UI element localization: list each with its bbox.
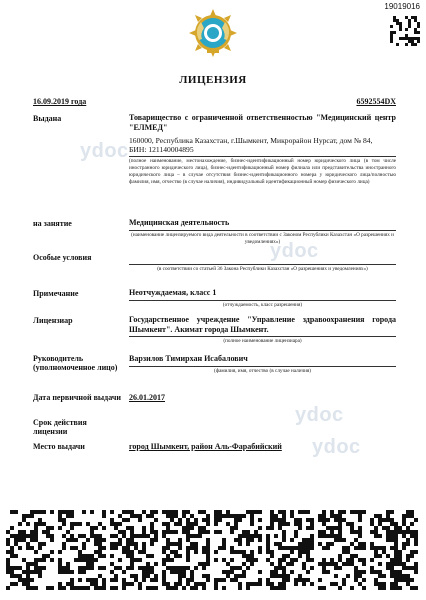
validity-label-license: лицензии xyxy=(33,427,68,436)
qr-code-icon xyxy=(214,510,262,590)
remark-label: Примечание xyxy=(33,289,79,298)
document-number: 19019016 xyxy=(384,2,420,11)
page-title: ЛИЦЕНЗИЯ xyxy=(179,74,247,86)
place-value: город Шымкент, район Аль-Фарабийский xyxy=(129,442,282,451)
special-conditions-note: (в соответствии со статьей 36 Закона Республики Казахстан «О разрешениях и уведомлениях») xyxy=(129,264,396,273)
issued-to-address: 160000, Республика Казахстан, г.Шымкент, Микрорайон Нурсат, дом № 84, xyxy=(129,136,373,145)
licensor-label: Лицензиар xyxy=(33,316,73,325)
issued-to-name: Товарищество с ограниченной ответственностью "Медицинский центр "ЕЛМЕД" xyxy=(129,113,396,132)
licensor-note: (полное наименование лицензиара) xyxy=(129,336,396,345)
watermark: ydoc xyxy=(295,404,344,426)
remark-note: (отчуждаемость, класс разрешения) xyxy=(129,300,396,309)
head-note: (фамилия, имя, отчество (в случае наличия) xyxy=(129,366,396,375)
head-label: Руководитель xyxy=(33,354,84,363)
head-value: Варзилов Тимирхан Исабалович xyxy=(129,354,248,363)
issued-to-note: (полное наименование, местонахождение, бизнес-идентификационный номер юридического лица (в том числе иностранного юридического лица), бизнес-идентификационный номер филиала или представительства иностранного юридического лица – в случае отсутствия бизнес-идентификационного номера у юридического лица/полностью фамилия, имя, отчество (в случае наличия), индивидуальный идентификационный номер физического лица) xyxy=(129,158,396,185)
qr-code-icon xyxy=(370,510,418,590)
qr-code-icon xyxy=(318,510,366,590)
activity-label: на занятие xyxy=(33,219,72,228)
qr-code-icon xyxy=(266,510,314,590)
watermark: ydoc xyxy=(270,240,319,262)
head-label-authorized: (уполномоченное лицо) xyxy=(33,363,118,372)
issued-to-label: Выдана xyxy=(33,114,62,123)
activity-value: Медицинская деятельность xyxy=(129,218,230,227)
licensor-value: Государственное учреждение "Управление здравоохранения города Шымкент". Акимат города Шымкент. xyxy=(129,315,396,334)
remark-value: Неотчуждаемая, класс 1 xyxy=(129,288,217,297)
place-label: Место выдачи xyxy=(33,442,85,451)
watermark: ydoc xyxy=(80,140,129,162)
watermark: ydoc xyxy=(312,436,361,458)
state-emblem-icon xyxy=(188,8,238,58)
validity-label: Срок действия xyxy=(33,418,87,427)
special-conditions-label: Особые условия xyxy=(33,253,92,262)
qr-code-icon xyxy=(6,510,54,590)
issue-date: 16.09.2019 года xyxy=(33,97,87,106)
license-number: 6592554DX xyxy=(356,97,396,106)
first-issue-value: 26.01.2017 xyxy=(129,393,165,402)
qr-code-icon xyxy=(58,510,106,590)
qr-code-icon xyxy=(110,510,158,590)
qr-code-icon xyxy=(162,510,210,590)
issued-to-bin: БИН: 121140004895 xyxy=(129,145,194,154)
qr-code-icon xyxy=(390,16,420,46)
activity-note: (наименование лицензируемого вида деятельности в соответствии с Законом Республики Казахстан «О разрешениях и уведомлениях») xyxy=(129,230,396,246)
first-issue-label: Дата первичной выдачи xyxy=(33,393,122,402)
